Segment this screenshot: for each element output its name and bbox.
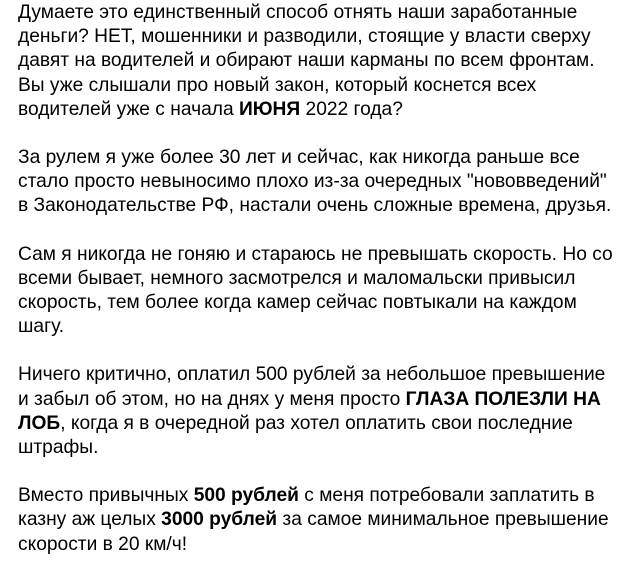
paragraph-intro — [18, 1, 616, 122]
paragraph-speeding-text: Сам я никогда не гоняю и стараюсь не превышать скорость. Но со всеми бывает, немного засмотрелся и маломальски привысил скорость, тем более когда камер сейчас повтыкали на каждом шагу. — [18, 243, 613, 338]
paragraph-fines — [18, 363, 616, 460]
paragraph-amounts-start: Вместо привычных — [18, 485, 194, 507]
paragraph-experience-text: За рулем я уже более 30 лет и сейчас, как никогда раньше все стало просто невыносимо плохо из-за очередных "нововведений" в Законодательстве РФ, настали очень сложные времена, друзья. — [18, 147, 612, 217]
paragraph-intro-ending: 2022 года? — [300, 98, 403, 120]
paragraph-fines-start: Ничего критично, оплатил 500 рублей за небольшое превышение и забыл об этом, но на днях у меня просто — [18, 364, 606, 410]
new-fine-amount: 3000 рублей — [161, 509, 278, 531]
paragraph-amounts — [18, 484, 616, 557]
paragraph-intro-text: Думаете это единственный способ отнять наши заработанные деньги? НЕТ, мошенники и разводили, стоящие у власти сверху давят на водителей и обирают наши карманы по всем фронтам. Вы уже слышали про новый закон, который коснется всех водителей уже с начала — [18, 2, 595, 120]
article-body — [18, 1, 616, 557]
paragraph-speeding — [18, 243, 616, 340]
paragraph-intro-emphasis: ИЮНЯ — [238, 98, 301, 120]
paragraph-fines-emphasis: ГЛАЗА ПОЛЕЗЛИ НА ЛОБ — [18, 388, 601, 434]
old-fine-amount: 500 рублей — [193, 485, 299, 507]
paragraph-experience — [18, 146, 616, 219]
paragraph-fines-ending: , когда я в очередной раз хотел оплатить свои последние штрафы. — [18, 412, 573, 459]
paragraph-amounts-middle: с меня потребовали заплатить в казну аж целых — [18, 485, 595, 531]
paragraph-amounts-ending: за самое минимальное превышение скорости в 20 км/ч! — [18, 509, 609, 555]
